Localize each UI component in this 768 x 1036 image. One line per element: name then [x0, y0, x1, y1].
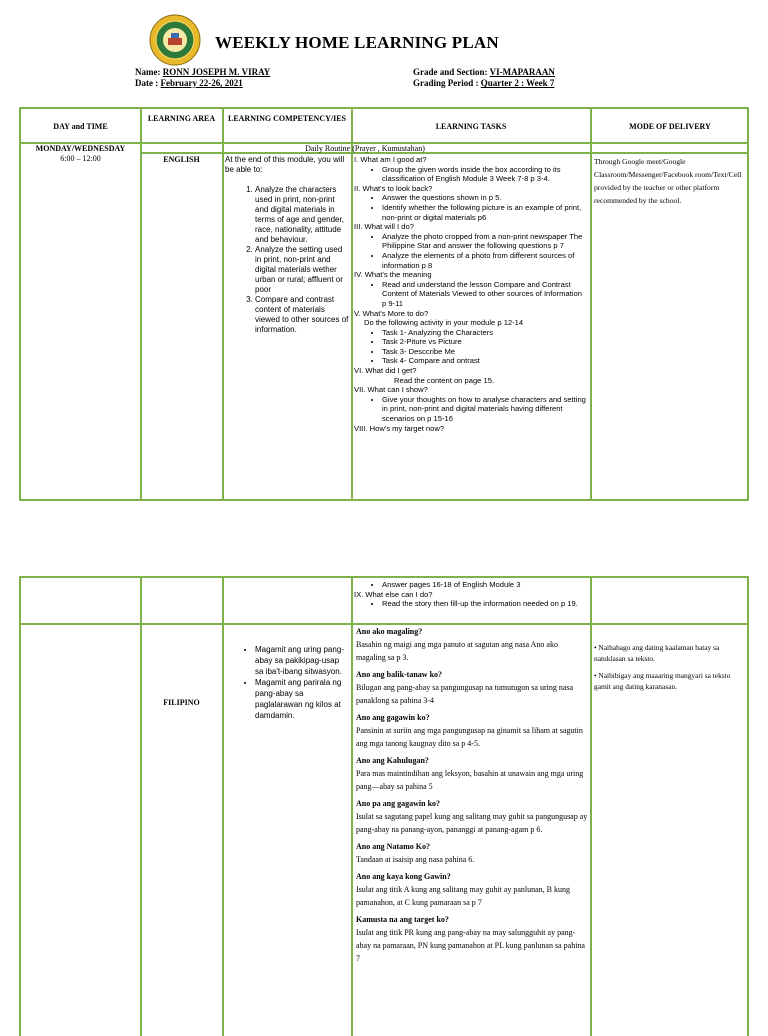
- filipino-mode: [594, 642, 748, 692]
- daily-routine: Daily Routine (Prayer , Kumustahan): [305, 144, 425, 153]
- filipino-tasks: [356, 623, 588, 969]
- task-heading: Ano ako magaling?: [356, 627, 423, 636]
- task-item: • Group the given words inside the box according to its classification of English Module 3 Week 7-8 p 3-4.: [382, 165, 588, 184]
- task-text: Para mas maintindihan ang leksyon, basahin at unawain ang mga uring pang—abay sa pahina 5: [356, 769, 584, 791]
- task-item: • Read and understand the lesson Compare and Contrast Content of Materials Viewed to other sources of Information p 9-11: [382, 280, 588, 309]
- col-header-competency: LEARNING COMPETENCY/IES: [227, 114, 346, 123]
- area-filipino: FILIPINO: [163, 698, 200, 707]
- page-title: WEEKLY HOME LEARNING PLAN: [215, 33, 499, 52]
- name-value: RONN JOSEPH M. VIRAY: [162, 67, 271, 77]
- task-item: • Task 4- Compare and ontrast: [382, 356, 588, 366]
- task-text: Bilugan ang pang-abay sa pangungusap na tumutugon sa uring nasa panaklong sa pahina 3-4: [356, 683, 574, 705]
- task-item: • Give your thoughts on how to analyse characters and setting in print, non-print and digital materials having different scenarios on p 15-16: [382, 395, 588, 424]
- task-heading: IV. What's the meaning: [354, 270, 432, 280]
- filipino-competencies: [225, 644, 349, 721]
- task-item: • Answer pages 16-18 of English Module 3: [382, 580, 588, 590]
- task-item: • Identify whether the following picture is an example of print, non-print or digital materials p6: [382, 203, 588, 222]
- competency-intro: At the end of this module, you will be able to:: [225, 155, 345, 174]
- english-competencies: [225, 155, 349, 335]
- grade-value: VI-MAPARAAN: [489, 67, 555, 77]
- task-heading: Ano ang balik-tanaw ko?: [356, 670, 443, 679]
- col-header-mode: MODE OF DELIVERY: [629, 122, 711, 131]
- day-label: MONDAY/WEDNESDAY: [35, 144, 126, 153]
- mode-item: • Naibabago ang dating kaalaman batay sa natuklasan sa teksto.: [594, 643, 720, 663]
- task-subheading: Read the content on page 15.: [394, 375, 495, 385]
- english-tasks-continued: [354, 580, 588, 609]
- competency-item: 2. Analyze the setting used in print, non-print and digital materials wether urban or rural; affluent or poor: [255, 245, 349, 295]
- plan-table-week: [19, 107, 749, 501]
- competency-item: • Magamit ang parirala ng pang-abay sa paglalarawan ng kilos at damdamin.: [255, 677, 349, 721]
- col-header-tasks: LEARNING TASKS: [435, 122, 507, 131]
- plan-table-continued: [19, 576, 749, 1036]
- period-value: Quarter 2 : Week 7: [480, 78, 555, 88]
- task-heading: II. What's to look back?: [354, 183, 433, 193]
- competency-item: 3. Compare and contrast content of materials viewed to other sources of information.: [255, 295, 349, 335]
- english-mode: Through Google meet/Google Classroom/Messenger/Facebook room/Text/Cell provided by the teacher or other platform recommended by the school.: [594, 157, 742, 205]
- task-item: • Read the story then fill-up the information needed on p 19.: [382, 599, 588, 609]
- task-heading: Ano ang Natamo Ko?: [356, 842, 431, 851]
- task-text: Tandaan at isaisip ang nasa pahina 6.: [356, 855, 475, 864]
- task-heading: Ano ang kaya kong Gawin?: [356, 872, 451, 881]
- col-header-day: DAY and TIME: [53, 122, 108, 131]
- task-item: • Analyze the photo cropped from a non-print newspaper The Philippine Star and answer the following questions p 7: [382, 232, 588, 251]
- task-heading: I. What am I good at?: [354, 155, 427, 164]
- task-heading: III. What will I do?: [354, 222, 414, 232]
- school-seal-logo: [149, 14, 201, 66]
- task-heading: VI. What did I get?: [354, 366, 417, 376]
- task-subheading: Do the following activity in your module p 12-14: [364, 318, 524, 328]
- mode-item: • Naibibigay ang maaaring mangyari sa teksto gamit ang dating karanasan.: [594, 671, 731, 691]
- name-line: Name: RONN JOSEPH M. VIRAY: [135, 67, 271, 77]
- task-text: Isulat ang titik A kung ang salitang may guhit ay panlunan, B kung pamanahon, at C kung pamaraan sa p 7: [356, 885, 570, 907]
- task-heading: VIII. How's my target now?: [354, 423, 445, 433]
- col-header-area: LEARNING AREA: [147, 114, 216, 123]
- grade-line: Grade and Section: VI-MAPARAAN: [413, 67, 555, 77]
- task-text: Isulat sa sagutang papel kung ang salitang may guhit sa pangungusap ay pang-abay na panang-ayon, pananggi at panang-agam p 6.: [356, 812, 588, 834]
- task-text: Pansinin at suriin ang mga pangungusap na ginamit sa liham at sagutin ang mga tanong kaugnay dito sa p 4-5.: [356, 726, 583, 748]
- task-item: • Task 3- Desccribe Me: [382, 347, 588, 357]
- date-value: February 22-26, 2021: [160, 78, 243, 88]
- task-text: Basahin ng maigi ang mga panuto at sagutan ang nasa Ano ako magaling sa p 3.: [356, 640, 558, 662]
- time-label: 6:00 – 12:00: [60, 154, 101, 163]
- task-heading: IX. What else can I do?: [354, 589, 433, 599]
- task-item: • Task 1- Analyzing the Characters: [382, 328, 588, 338]
- task-heading: Ano pa ang gagawin ko?: [356, 799, 441, 808]
- task-item: • Analyze the elements of a photo from different sources of information p 8: [382, 251, 588, 270]
- task-heading: Ano ang gagawin ko?: [356, 713, 430, 722]
- english-tasks: [354, 155, 588, 433]
- task-item: • Task 2-Piture vs Picture: [382, 337, 588, 347]
- task-heading: VII. What can I show?: [354, 385, 428, 395]
- task-item: • Answer the questions shown in p 5.: [382, 193, 588, 203]
- competency-item: • Magamit ang uring pang-abay sa pakikipag-usap sa iba't-ibang sitwasyon.: [255, 644, 349, 677]
- competency-item: 1. Analyze the characters used in print, non-print and digital materials in terms of age and gender, race, nationality, attitude and behaviour.: [255, 185, 349, 245]
- task-text: Isulat ang titik PR kung ang pang-abay na may salungguhit ay pang-abay na pamaraan, PN kung pamanahon at PL kung panlunan sa pahina 7: [356, 928, 585, 963]
- task-heading: Ano ang Kahulugan?: [356, 756, 429, 765]
- period-line: Grading Period : Quarter 2 : Week 7: [413, 78, 555, 88]
- date-line: Date : February 22-26, 2021: [135, 78, 243, 88]
- area-english: ENGLISH: [163, 155, 200, 164]
- task-heading: Kamusta na ang target ko?: [356, 915, 449, 924]
- day-cell: [21, 144, 140, 164]
- task-heading: V. What's More to do?: [354, 308, 429, 318]
